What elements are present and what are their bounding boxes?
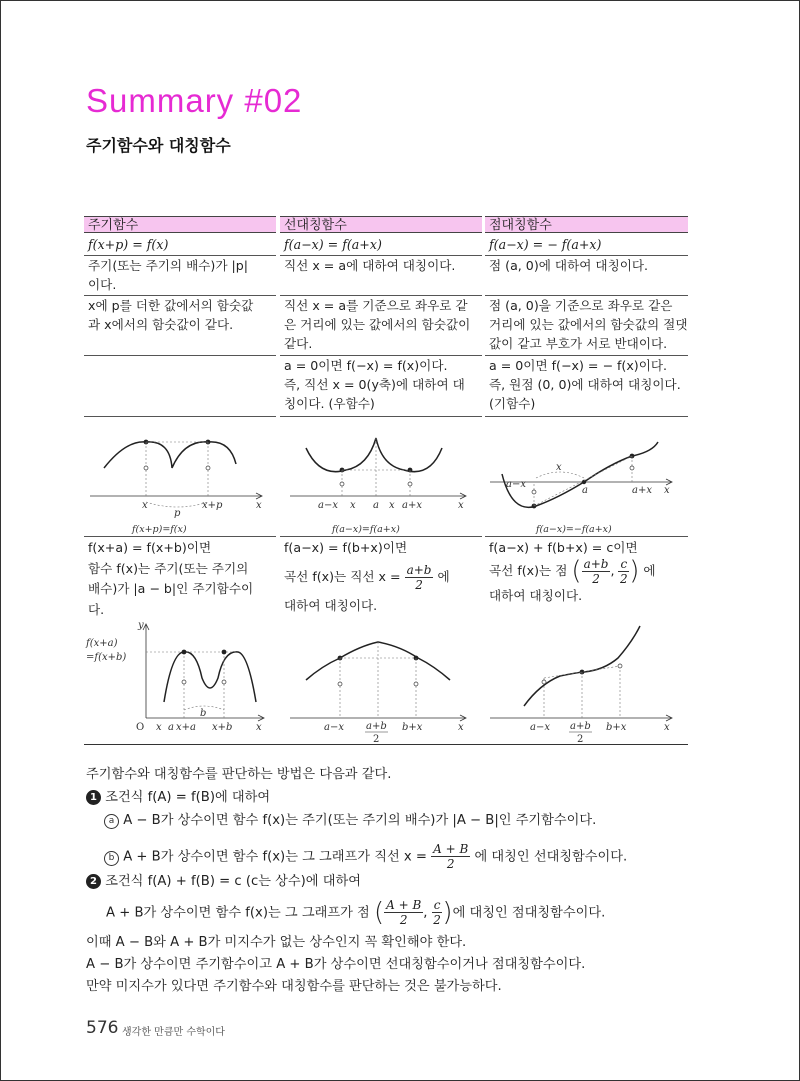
- g1-caption: f(x+p)=f(x): [132, 524, 187, 535]
- g3-label-axis: x: [664, 485, 670, 496]
- periodic-graph: [90, 440, 262, 535]
- condition-1a: a A − B가 상수이면 함수 f(x)는 주기(또는 주기의 배수)가 |A − B|인 주기함수이다.: [104, 811, 596, 831]
- g3-label-amx: a−x: [506, 479, 526, 490]
- line-symmetric-general-graph: [290, 642, 466, 744]
- g4-label-y: y: [138, 620, 144, 631]
- g3-label-a: a: [582, 485, 588, 496]
- note-3: 만약 미지수가 있다면 주기함수와 대칭함수를 판단하는 것은 불가능하다.: [86, 979, 502, 994]
- g4-label-axis: x: [256, 722, 262, 733]
- condition-1b: b A + B가 상수이면 함수 f(x)는 그 그래프가 직선 x = $\frac{A + B}{2}$ 에 대칭인 선대칭함수이다.: [104, 842, 627, 871]
- g4-label-b: b: [200, 708, 207, 719]
- header-periodic: 주기함수: [84, 216, 276, 233]
- graphs-row-2: [84, 618, 688, 744]
- condition-2-text: A + B가 상수이면 함수 f(x)는 그 그래프가 점 ( $\frac{A + B}{2}$ , $\frac{c}{2}$ )에 대칭인 점대칭함수이다.: [106, 897, 606, 928]
- g4-label-xb: x+b: [212, 722, 233, 733]
- general-periodic: f(x+a) = f(x+b)이면 함수 f(x)는 주기(또는 주기의 배수)가 |a − b|인 주기함수이 다.: [88, 540, 254, 617]
- g5-label-abn: a+b: [366, 721, 387, 732]
- special-line-symmetric: a = 0이면 f(−x) = f(x)이다. 즉, 직선 x = 0(y축)에 대하여 대 칭이다. (우함수): [284, 358, 465, 411]
- explain-point-symmetric: 점 (a, 0)을 기준으로 좌우로 같은 거리에 있는 값에서의 함숫값의 절댓 값이 같고 부호가 서로 반대이다.: [489, 298, 688, 351]
- g4-label-xa: x+a: [176, 722, 196, 733]
- g2-label-axis: x: [458, 500, 464, 511]
- g5-label-axis: x: [458, 722, 464, 733]
- g2-caption: f(a−x)=f(a+x): [332, 524, 400, 535]
- note-1: 이때 A − B와 A + B가 미지수가 없는 상수인지 꼭 확인해야 한다.: [86, 935, 467, 950]
- g4-label-o: O: [136, 722, 145, 733]
- g2-label-xr: x: [389, 500, 395, 511]
- general-point-symmetric: f(a−x) + f(b+x) = c이면 곡선 f(x)는 점 ( $\frac{a+b}{2}$ , $\frac{c}{2}$ ) 에 대하여 대칭이다.: [489, 540, 656, 603]
- def-periodic: f(x+p) = f(x): [88, 237, 169, 252]
- meaning-periodic: 주기(또는 주기의 배수)가 |p| 이다.: [88, 258, 248, 292]
- meaning-line-symmetric: 직선 x = a에 대하여 대칭이다.: [284, 258, 456, 273]
- page-title: Summary #02: [86, 82, 303, 119]
- def-line-symmetric: f(a−x) = f(a+x): [284, 237, 382, 252]
- g5-label-abd: 2: [373, 734, 380, 744]
- condition-1: 1 조건식 f(A) = f(B)에 대하여: [86, 788, 270, 808]
- special-point-symmetric: a = 0이면 f(−x) = − f(x)이다. 즉, 원점 (0, 0)에 대하여 대칭이다. (기함수): [489, 358, 681, 411]
- page-subtitle: 주기함수와 대칭함수: [86, 136, 231, 155]
- g1-label-axis: x: [256, 500, 262, 511]
- explain-periodic: x에 p를 더한 값에서의 함숫값 과 x에서의 함숫값이 같다.: [88, 298, 254, 332]
- header-line-symmetric: 선대칭함수: [280, 216, 482, 233]
- general-line-symmetric: f(a−x) = f(b+x)이면 곡선 f(x)는 직선 x = $\frac{a+b}{2}$ 에 대하여 대칭이다.: [284, 540, 450, 613]
- condition-2: 2 조건식 f(A) + f(B) = c (c는 상수)에 대하여: [86, 872, 361, 892]
- g6-label-amx: a−x: [530, 722, 550, 733]
- g5-label-bpx: b+x: [402, 722, 423, 733]
- header-point-symmetric: 점대칭함수: [485, 216, 688, 233]
- g4-label-fxb: =f(x+b): [86, 652, 127, 663]
- g3-label-apx: a+x: [632, 485, 652, 496]
- g5-label-amx: a−x: [324, 722, 344, 733]
- g2-label-a: a: [373, 500, 379, 511]
- g2-label-apx: a+x: [402, 500, 422, 511]
- g4-label-x: x: [156, 722, 162, 733]
- graphs-row-1: [84, 426, 688, 538]
- meaning-point-symmetric: 점 (a, 0)에 대하여 대칭이다.: [489, 258, 649, 273]
- g2-label-xl: x: [350, 500, 356, 511]
- g6-label-abd: 2: [577, 734, 584, 744]
- g3-label-xt: x: [556, 462, 562, 473]
- g1-label-x: x: [142, 500, 148, 511]
- periodic-general-graph: [85, 620, 264, 733]
- g4-label-fxa: f(x+a): [86, 638, 118, 649]
- g4-label-a: a: [168, 722, 174, 733]
- g3-caption: f(a−x)=−f(a+x): [536, 524, 612, 535]
- g1-label-p: p: [174, 508, 181, 519]
- g2-label-amx: a−x: [318, 500, 338, 511]
- def-point-symmetric: f(a−x) = − f(a+x): [489, 237, 602, 252]
- page-number: 576: [86, 1018, 119, 1038]
- point-symmetric-graph: [490, 442, 672, 535]
- g6-label-abn: a+b: [570, 721, 591, 732]
- line-symmetric-graph: [290, 438, 466, 535]
- footer-text: 생각한 만큼만 수학이다: [122, 1027, 225, 1038]
- explain-line-symmetric: 직선 x = a를 기준으로 좌우로 같 은 거리에 있는 값에서의 함숫값이 같다.: [284, 298, 471, 351]
- g6-label-axis: x: [664, 722, 670, 733]
- intro-text: 주기함수와 대칭함수를 판단하는 방법은 다음과 같다.: [86, 767, 392, 782]
- g1-label-xp: x+p: [202, 500, 223, 511]
- point-symmetric-general-graph: [490, 626, 672, 744]
- g6-label-bpx: b+x: [606, 722, 627, 733]
- note-2: A − B가 상수이면 주기함수이고 A + B가 상수이면 선대칭함수이거나 점대칭함수이다.: [86, 957, 586, 972]
